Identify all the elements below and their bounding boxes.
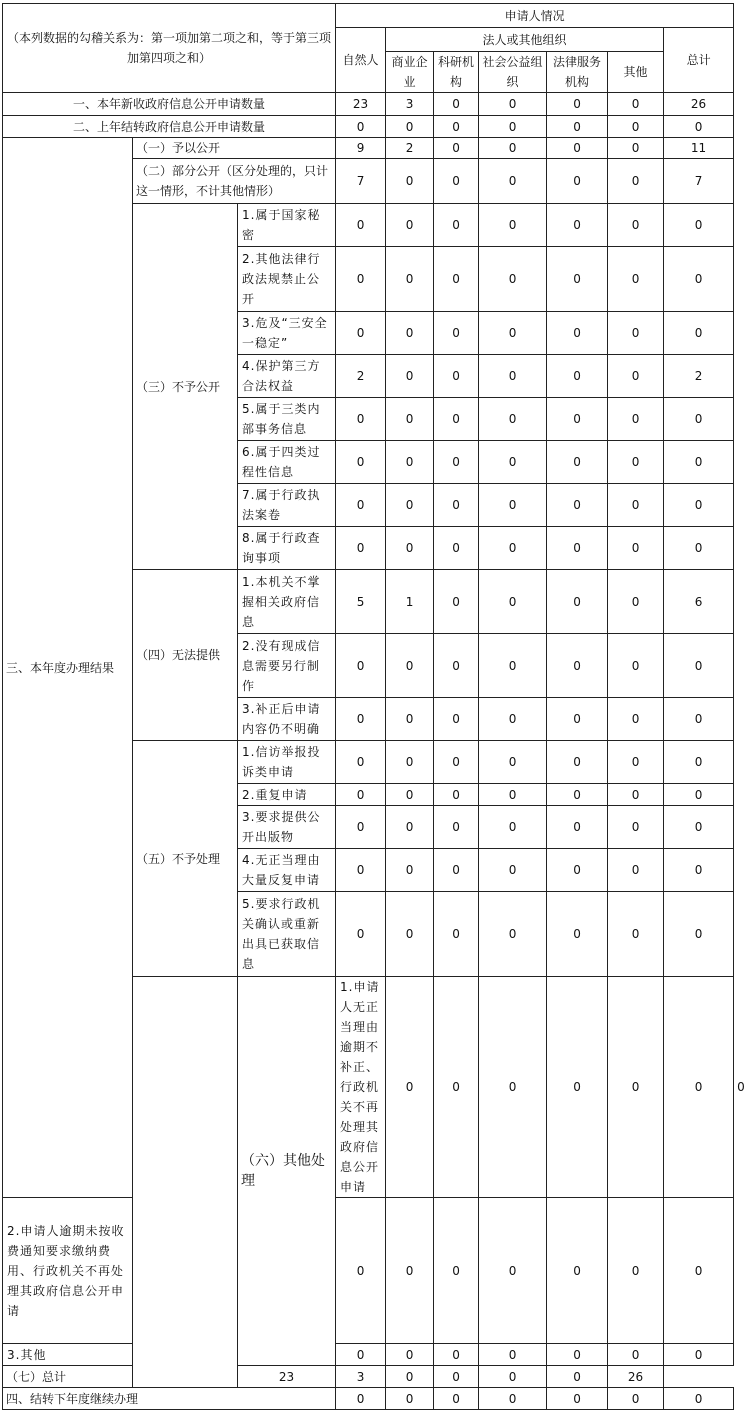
cell: 0 (664, 1344, 734, 1366)
cell: 0 (336, 1198, 386, 1344)
row-label: （一）予以公开 (133, 138, 336, 159)
cell: 0 (434, 355, 479, 398)
cell: 0 (608, 1198, 664, 1344)
cell: 0 (336, 741, 386, 784)
cell: 0 (479, 398, 547, 441)
cell: 0 (547, 784, 608, 806)
cell: 3 (336, 1366, 386, 1388)
row-label: 2.申请人逾期未按收费通知要求缴纳费用、行政机关不再处理其政府信息公开申请 (3, 1198, 133, 1344)
cell: 0 (664, 784, 734, 806)
table-row (3, 116, 734, 138)
row-label: 3.其他 (3, 1344, 133, 1366)
cell: 0 (547, 93, 608, 116)
cell: 0 (479, 441, 547, 484)
cell: 0 (479, 1344, 547, 1366)
cell: 0 (434, 527, 479, 570)
cell: 0 (608, 247, 664, 312)
cell: 0 (386, 312, 434, 355)
cell: 0 (608, 698, 664, 741)
cell: 0 (336, 204, 386, 247)
cell: 1 (386, 570, 434, 634)
cell: 0 (386, 741, 434, 784)
cell: 0 (434, 247, 479, 312)
cell: 0 (386, 484, 434, 527)
cell: 0 (608, 312, 664, 355)
table-row (3, 138, 734, 159)
cell: 0 (434, 138, 479, 159)
cell: 0 (608, 1388, 664, 1410)
table-row (3, 1388, 734, 1410)
cell: 0 (547, 204, 608, 247)
cell: 0 (479, 159, 547, 204)
cell: 0 (547, 1198, 608, 1344)
cell: 0 (479, 741, 547, 784)
table-row (3, 93, 734, 116)
cell: 0 (336, 849, 386, 892)
row-label: 四、结转下年度继续办理 (3, 1388, 336, 1410)
row-label: 3.要求提供公开出版物 (238, 806, 336, 849)
cell: 0 (336, 698, 386, 741)
table-row (3, 1344, 734, 1366)
cell: 0 (608, 806, 664, 849)
cell: 0 (336, 484, 386, 527)
cell: 0 (547, 1388, 608, 1410)
cell: 0 (386, 1198, 434, 1344)
cell: 0 (547, 741, 608, 784)
cell: 0 (664, 892, 734, 977)
cell: 0 (608, 159, 664, 204)
row-label: 6.属于四类过程性信息 (238, 441, 336, 484)
cell: 0 (608, 138, 664, 159)
cell: 0 (386, 806, 434, 849)
cell: 0 (608, 527, 664, 570)
cell: 0 (608, 204, 664, 247)
cell: 0 (547, 1366, 608, 1388)
cell: 0 (547, 849, 608, 892)
cell: 0 (608, 849, 664, 892)
cell: 0 (386, 441, 434, 484)
cell: 0 (386, 116, 434, 138)
cell: 0 (608, 741, 664, 784)
cell: 0 (547, 892, 608, 977)
cell: 0 (386, 1366, 434, 1388)
row-label: 1.属于国家秘密 (238, 204, 336, 247)
table-row (3, 1198, 734, 1344)
cell: 0 (336, 1344, 386, 1366)
cell: 0 (608, 634, 664, 698)
cell: 6 (664, 570, 734, 634)
cell: 0 (547, 398, 608, 441)
cell: 0 (664, 312, 734, 355)
row-label: 2.没有现成信息需要另行制作 (238, 634, 336, 698)
cell: 0 (664, 698, 734, 741)
row-label: 4.保护第三方合法权益 (238, 355, 336, 398)
cell: 0 (479, 484, 547, 527)
header-legal-group: 法人或其他组织 (386, 28, 664, 52)
header-note: （本列数据的勾稽关系为：第一项加第二项之和，等于第三项加第四项之和） (3, 4, 336, 93)
cell: 0 (434, 892, 479, 977)
cell: 0 (608, 484, 664, 527)
cell: 26 (608, 1366, 664, 1388)
group-label: （三）不予公开 (133, 204, 238, 570)
cell: 0 (434, 698, 479, 741)
cell: 0 (547, 484, 608, 527)
row-label: 5.属于三类内部事务信息 (238, 398, 336, 441)
header-total: 总计 (664, 28, 734, 93)
header-other: 其他 (608, 52, 664, 93)
cell: 2 (386, 138, 434, 159)
cell: 0 (386, 398, 434, 441)
cell: 0 (479, 247, 547, 312)
table-row (3, 1366, 734, 1388)
cell: 0 (386, 849, 434, 892)
cell: 0 (479, 312, 547, 355)
cell: 2 (336, 355, 386, 398)
cell: 0 (336, 312, 386, 355)
cell: 0 (336, 1388, 386, 1410)
cell: 0 (434, 312, 479, 355)
cell: 0 (547, 634, 608, 698)
row-label: 2.重复申请 (238, 784, 336, 806)
cell: 0 (479, 892, 547, 977)
cell: 0 (664, 116, 734, 138)
cell: 0 (336, 527, 386, 570)
row-label: 2.其他法律行政法规禁止公开 (238, 247, 336, 312)
header-natural-person: 自然人 (336, 28, 386, 93)
cell: 0 (434, 977, 479, 1198)
row-label: （七）总计 (3, 1366, 238, 1388)
cell: 0 (434, 1344, 479, 1366)
cell: 0 (608, 398, 664, 441)
cell: 0 (547, 441, 608, 484)
row-label: 8.属于行政查询事项 (238, 527, 336, 570)
row-label: 一、本年新收政府信息公开申请数量 (3, 93, 336, 116)
cell: 0 (547, 977, 608, 1198)
cell: 0 (386, 159, 434, 204)
cell: 0 (386, 355, 434, 398)
cell: 23 (238, 1366, 336, 1388)
cell: 0 (434, 570, 479, 634)
cell: 7 (664, 159, 734, 204)
header-legal-service: 法律服务机构 (547, 52, 608, 93)
cell: 0 (547, 698, 608, 741)
cell: 0 (608, 116, 664, 138)
cell: 0 (386, 892, 434, 977)
cell: 0 (434, 1366, 479, 1388)
cell: 0 (386, 1388, 434, 1410)
cell: 0 (386, 527, 434, 570)
cell: 0 (434, 441, 479, 484)
cell: 0 (608, 892, 664, 977)
cell: 0 (434, 634, 479, 698)
cell: 0 (434, 159, 479, 204)
row-label: 3.补正后申请内容仍不明确 (238, 698, 336, 741)
cell: 0 (434, 204, 479, 247)
cell: 0 (547, 247, 608, 312)
cell: 0 (664, 527, 734, 570)
cell: 0 (434, 741, 479, 784)
cell: 0 (664, 441, 734, 484)
cell: 0 (386, 204, 434, 247)
cell: 0 (386, 247, 434, 312)
cell: 0 (479, 527, 547, 570)
header-research: 科研机构 (434, 52, 479, 93)
cell: 0 (336, 247, 386, 312)
row-label: 1.本机关不掌握相关政府信息 (238, 570, 336, 634)
section-3-continued (133, 977, 238, 1388)
row-label: 1.申请人无正当理由逾期不补正、行政机关不再处理其政府信息公开申请 (336, 977, 386, 1198)
cell: 0 (547, 116, 608, 138)
cell: 0 (479, 634, 547, 698)
cell: 0 (434, 849, 479, 892)
cell: 0 (608, 355, 664, 398)
cell: 0 (386, 784, 434, 806)
cell: 0 (479, 1388, 547, 1410)
cell: 0 (479, 977, 547, 1198)
cell: 0 (434, 484, 479, 527)
cell: 0 (434, 1388, 479, 1410)
cell: 23 (336, 93, 386, 116)
cell: 0 (664, 204, 734, 247)
cell: 0 (664, 634, 734, 698)
cell: 0 (434, 116, 479, 138)
cell: 0 (608, 570, 664, 634)
header-commercial: 商业企业 (386, 52, 434, 93)
cell: 0 (336, 892, 386, 977)
cell: 0 (664, 484, 734, 527)
row-label: （二）部分公开（区分处理的，只计这一情形，不计其他情形） (133, 159, 336, 204)
cell: 0 (664, 1388, 734, 1410)
statistics-table (2, 3, 745, 1410)
cell: 0 (664, 849, 734, 892)
header-applicant: 申请人情况 (336, 4, 734, 28)
cell: 0 (336, 441, 386, 484)
cell: 0 (547, 1344, 608, 1366)
cell: 2 (664, 355, 734, 398)
row-label: 4.无正当理由大量反复申请 (238, 849, 336, 892)
cell: 9 (336, 138, 386, 159)
cell: 0 (386, 698, 434, 741)
cell: 0 (386, 1344, 434, 1366)
cell: 0 (479, 116, 547, 138)
row-label: 3.危及“三安全一稳定” (238, 312, 336, 355)
cell: 5 (336, 570, 386, 634)
cell: 0 (336, 116, 386, 138)
cell: 0 (547, 312, 608, 355)
row-label: 5.要求行政机关确认或重新出具已获取信息 (238, 892, 336, 977)
cell: 0 (479, 204, 547, 247)
cell: 0 (664, 398, 734, 441)
group-label: （六）其他处理 (238, 977, 336, 1366)
cell: 0 (336, 784, 386, 806)
cell: 0 (547, 806, 608, 849)
cell: 0 (547, 159, 608, 204)
cell: 0 (547, 527, 608, 570)
cell: 0 (608, 441, 664, 484)
cell: 0 (664, 741, 734, 784)
header-public-welfare: 社会公益组织 (479, 52, 547, 93)
section-3-label: 三、本年度办理结果 (3, 138, 133, 1198)
cell: 0 (336, 634, 386, 698)
cell: 0 (386, 977, 434, 1198)
cell: 0 (479, 93, 547, 116)
cell: 7 (336, 159, 386, 204)
cell: 0 (664, 806, 734, 849)
cell: 0 (336, 398, 386, 441)
cell: 0 (608, 784, 664, 806)
cell: 3 (386, 93, 434, 116)
row-label: 二、上年结转政府信息公开申请数量 (3, 116, 336, 138)
cell: 0 (547, 570, 608, 634)
group-label: （五）不予处理 (133, 741, 238, 977)
cell: 0 (664, 977, 734, 1198)
row-label: 7.属于行政执法案卷 (238, 484, 336, 527)
cell: 0 (479, 806, 547, 849)
cell: 0 (608, 93, 664, 116)
cell: 0 (608, 1344, 664, 1366)
cell: 0 (434, 398, 479, 441)
cell: 11 (664, 138, 734, 159)
cell: 0 (336, 806, 386, 849)
cell: 0 (479, 1366, 547, 1388)
cell: 0 (479, 1198, 547, 1344)
cell: 0 (434, 784, 479, 806)
cell: 0 (479, 355, 547, 398)
cell: 0 (434, 93, 479, 116)
row-label: 1.信访举报投诉类申请 (238, 741, 336, 784)
cell: 0 (547, 355, 608, 398)
cell: 26 (664, 93, 734, 116)
cell: 0 (386, 634, 434, 698)
cell: 0 (479, 570, 547, 634)
cell: 0 (664, 1198, 734, 1344)
group-label: （四）无法提供 (133, 570, 238, 741)
table-row: （六）其他处理 1.申请人无正当理由逾期不补正、行政机关不再处理其政府信息公开申请 0 0 0 0 0 0 0 (3, 977, 734, 1198)
cell: 0 (608, 977, 664, 1198)
cell: 0 (479, 698, 547, 741)
cell: 0 (479, 784, 547, 806)
cell: 0 (664, 247, 734, 312)
cell: 0 (479, 138, 547, 159)
cell: 0 (479, 849, 547, 892)
cell: 0 (547, 138, 608, 159)
cell: 0 (434, 806, 479, 849)
cell: 0 (434, 1198, 479, 1344)
